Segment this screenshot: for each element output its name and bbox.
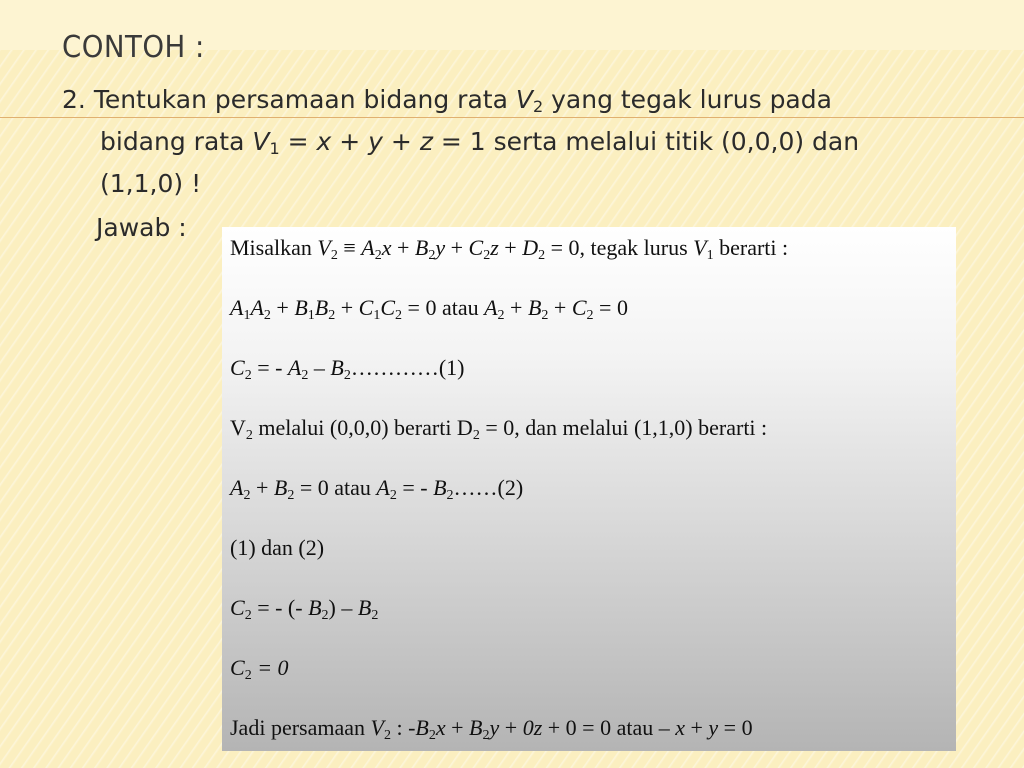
v1-var: V xyxy=(252,127,270,156)
var-z: z xyxy=(419,127,433,156)
s9-0z: 0z xyxy=(522,715,543,740)
s2-B: B xyxy=(527,295,542,320)
s1-B: B xyxy=(414,235,429,260)
s5-sub: 2 xyxy=(389,488,397,503)
s4-sub: 2 xyxy=(472,428,480,443)
s1-y: y xyxy=(435,235,446,260)
s2-sub: 2 xyxy=(541,308,549,323)
s9-plus: + xyxy=(504,715,518,740)
s4-text1: melalui (0,0,0) berarti D xyxy=(258,415,473,440)
v2-var: V xyxy=(515,85,533,114)
s9-sub: 2 xyxy=(482,728,490,743)
s8-sub: 2 xyxy=(244,668,252,683)
s1-equiv: ≡ xyxy=(343,235,356,260)
s2-plus: + xyxy=(276,295,289,320)
solution-line-8 xyxy=(230,655,289,681)
question-line-3: (1,1,0) ! xyxy=(100,169,202,198)
s1-sub: 2 xyxy=(428,248,436,263)
s9-B: B xyxy=(469,715,483,740)
s8-text: = 0 xyxy=(257,655,289,680)
s5-A: A xyxy=(230,475,244,500)
s1-V: V xyxy=(317,235,331,260)
s2-C: C xyxy=(380,295,396,320)
s1-sub: 2 xyxy=(483,248,491,263)
question-text xyxy=(62,79,962,205)
s2-B: B xyxy=(314,295,329,320)
s9-text3: = 0 xyxy=(723,715,753,740)
s1-text1: Misalkan xyxy=(230,235,312,260)
s7-sub: 2 xyxy=(371,608,379,623)
solution-line-2 xyxy=(230,295,628,321)
s1-text3: berarti : xyxy=(719,235,789,260)
question-part3: bidang rata xyxy=(100,127,245,156)
s9-sub: 2 xyxy=(428,728,436,743)
s5-A: A xyxy=(376,475,390,500)
solution-line-5 xyxy=(230,475,523,501)
s9-colon: : - xyxy=(390,715,416,740)
s1-sub: 2 xyxy=(538,248,546,263)
s1-sub: 2 xyxy=(374,248,382,263)
s1-C: C xyxy=(468,235,484,260)
s7-text2: ) – xyxy=(328,595,353,620)
question-line-2 xyxy=(62,121,962,163)
s5-sub: 2 xyxy=(446,488,454,503)
s2-plus: + xyxy=(510,295,523,320)
solution-line-9 xyxy=(230,715,753,741)
var-x: x xyxy=(316,127,332,156)
s1-sub: 2 xyxy=(330,248,338,263)
s5-sub: 2 xyxy=(243,488,251,503)
s4-sub: 2 xyxy=(245,428,253,443)
s1-sub1: 1 xyxy=(706,248,714,263)
s7-sub: 2 xyxy=(321,608,329,623)
question-part5: = 1 serta melalui titik (0,0,0) dan xyxy=(440,127,860,156)
s2-B: B xyxy=(294,295,308,320)
s7-B: B xyxy=(357,595,372,620)
s9-x: x xyxy=(435,715,446,740)
answer-label: Jawab : xyxy=(96,213,187,242)
s2-sub: 2 xyxy=(263,308,271,323)
s2-plus: + xyxy=(340,295,354,320)
s3-B: B xyxy=(330,355,344,380)
s4-text2: = 0, dan melalui (1,1,0) berarti : xyxy=(485,415,768,440)
s5-B: B xyxy=(273,475,288,500)
s5-text: = 0 atau xyxy=(299,475,371,500)
s3-sub: 2 xyxy=(343,368,351,383)
s9-y: y xyxy=(489,715,500,740)
s1-z: z xyxy=(490,235,499,260)
s1-text2: = 0, tegak lurus xyxy=(550,235,688,260)
slide-title: CONTOH : xyxy=(62,30,205,65)
s7-B: B xyxy=(308,595,322,620)
s3-dash: – xyxy=(313,355,325,380)
s2-A: A xyxy=(484,295,498,320)
s9-plus: + xyxy=(451,715,464,740)
s3-A: A xyxy=(287,355,302,380)
s2-text: = 0 atau xyxy=(407,295,479,320)
s7-sub: 2 xyxy=(244,608,252,623)
s5-plus: + xyxy=(255,475,269,500)
s1-V1: V xyxy=(693,235,707,260)
s2-plus: + xyxy=(553,295,567,320)
s9-x2: x xyxy=(675,715,685,740)
s3-eq: = - xyxy=(257,355,283,380)
s9-V: V xyxy=(370,715,384,740)
s3-C: C xyxy=(230,355,245,380)
s1-x: x xyxy=(381,235,392,260)
s9-B: B xyxy=(415,715,429,740)
s2-A: A xyxy=(250,295,264,320)
s1-A: A xyxy=(361,235,375,260)
solution-line-6: (1) dan (2) xyxy=(230,535,325,560)
solution-line-4 xyxy=(230,415,767,441)
s5-eq: = - xyxy=(402,475,428,500)
s2-sub: 2 xyxy=(328,308,336,323)
plus-2: + xyxy=(390,127,412,156)
s2-sub: 1 xyxy=(243,308,251,323)
question-eq: = xyxy=(287,127,309,156)
solution-line-1: Misalkan $V_2 \equiv A_2x + B_2y + C_2z + D_2 = 0$, tegak lurus $V_1$ berarti : xyxy=(230,235,789,263)
s1-D: D xyxy=(522,235,539,260)
s2-eq0: = 0 xyxy=(599,295,628,320)
question-number: 2. xyxy=(62,85,86,114)
v2-sub: 2 xyxy=(532,97,544,116)
s2-sub: 2 xyxy=(497,308,505,323)
s5-B: B xyxy=(433,475,447,500)
question-part1: Tentukan persamaan bidang rata xyxy=(93,85,508,114)
var-y: y xyxy=(368,127,383,156)
plus-1: + xyxy=(339,127,361,156)
s7-text1: = - (- xyxy=(257,595,303,620)
s3-dots: …………(1) xyxy=(350,355,465,380)
s9-text2: + 0 = 0 atau – xyxy=(547,715,670,740)
s3-sub: 2 xyxy=(301,368,309,383)
question-part2: yang tegak lurus pada xyxy=(551,85,832,114)
s8-C: C xyxy=(230,655,245,680)
solution-line-3 xyxy=(230,355,464,381)
s2-sub: 2 xyxy=(586,308,594,323)
s4-V: V xyxy=(230,415,246,440)
solution-line-7 xyxy=(230,595,378,621)
s7-C: C xyxy=(230,595,245,620)
solution-image xyxy=(222,227,956,751)
s9-y2: y xyxy=(708,715,719,740)
s2-sub: 2 xyxy=(395,308,403,323)
v1-sub: 1 xyxy=(269,139,280,158)
s2-C: C xyxy=(358,295,374,320)
s3-sub: 2 xyxy=(244,368,252,383)
s9-text1: Jadi persamaan xyxy=(230,715,365,740)
s2-sub: 1 xyxy=(373,308,381,323)
s9-sub: 2 xyxy=(383,728,391,743)
s5-dots: ……(2) xyxy=(453,475,524,500)
s5-sub: 2 xyxy=(287,488,295,503)
s2-A: A xyxy=(230,295,244,320)
s9-plus: + xyxy=(690,715,703,740)
s2-C: C xyxy=(571,295,587,320)
s2-sub: 1 xyxy=(307,308,315,323)
